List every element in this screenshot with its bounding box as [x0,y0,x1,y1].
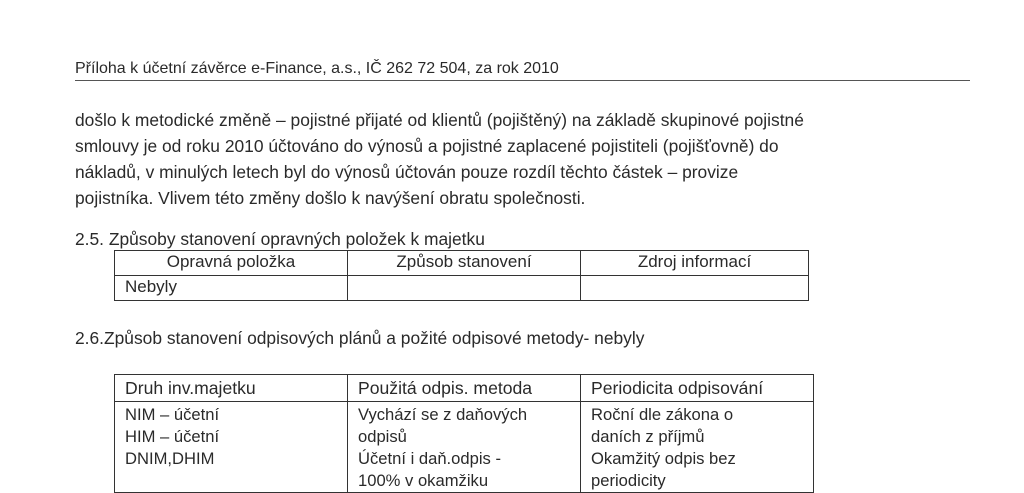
cell-line: HIM – účetní [125,427,220,446]
table-cell [581,402,814,493]
depreciation-table [114,374,814,493]
table-cell [115,402,348,493]
cell-line: Roční dle zákona o [591,405,734,424]
table-header-row [115,375,814,402]
paragraph-line: nákladů, v minulých letech byl do výnosů účtován pouze rozdíl těchto částek – provize [75,162,739,182]
paragraph-line: došlo k metodické změně – pojistné přijaté od klientů (pojištěný) na základě skupinové pojistné [75,110,804,130]
table-cell [581,276,809,301]
table-row [115,402,814,493]
table-header-cell: Druh inv.majetku [115,375,348,402]
cell-line: 100% v okamžiku [358,471,489,490]
adjustments-table [114,250,809,301]
table-header-cell: Zdroj informací [581,251,809,276]
table-cell: Nebyly [115,276,348,301]
cell-line: NIM – účetní [125,405,220,424]
section-2-6-title: 2.6.Způsob stanovení odpisových plánů a požité odpisové metody- nebyly [75,328,645,348]
cell-line: Vychází se z daňových [358,405,528,424]
paragraph-line: smlouvy je od roku 2010 účtováno do výnosů a pojistné zaplacené pojistiteli (pojišťovně) do [75,136,779,156]
paragraph-line: pojistníka. Vlivem této změny došlo k navýšení obratu společnosti. [75,188,586,208]
cell-line: DNIM,DHIM [125,449,215,468]
body-paragraph [75,107,965,211]
table-cell [348,402,581,493]
cell-line: daních z příjmů [591,427,705,446]
section-2-5-title: 2.5. Způsoby stanovení opravných položek k majetku [75,229,485,249]
cell-line: Okamžitý odpis bez [591,449,736,468]
table-header-row [115,251,809,276]
table-row [115,276,809,301]
page-header: Příloha k účetní závěrce e-Finance, a.s., IČ 262 72 504, za rok 2010 [75,60,970,81]
table-header-cell: Periodicita odpisování [581,375,814,402]
cell-line: periodicity [591,471,666,490]
table-header-cell: Použitá odpis. metoda [348,375,581,402]
cell-line: odpisů [358,427,407,446]
cell-line: Účetní i daň.odpis - [358,449,501,468]
table-cell [348,276,581,301]
table-header-cell: Způsob stanovení [348,251,581,276]
table-header-cell: Opravná položka [115,251,348,276]
